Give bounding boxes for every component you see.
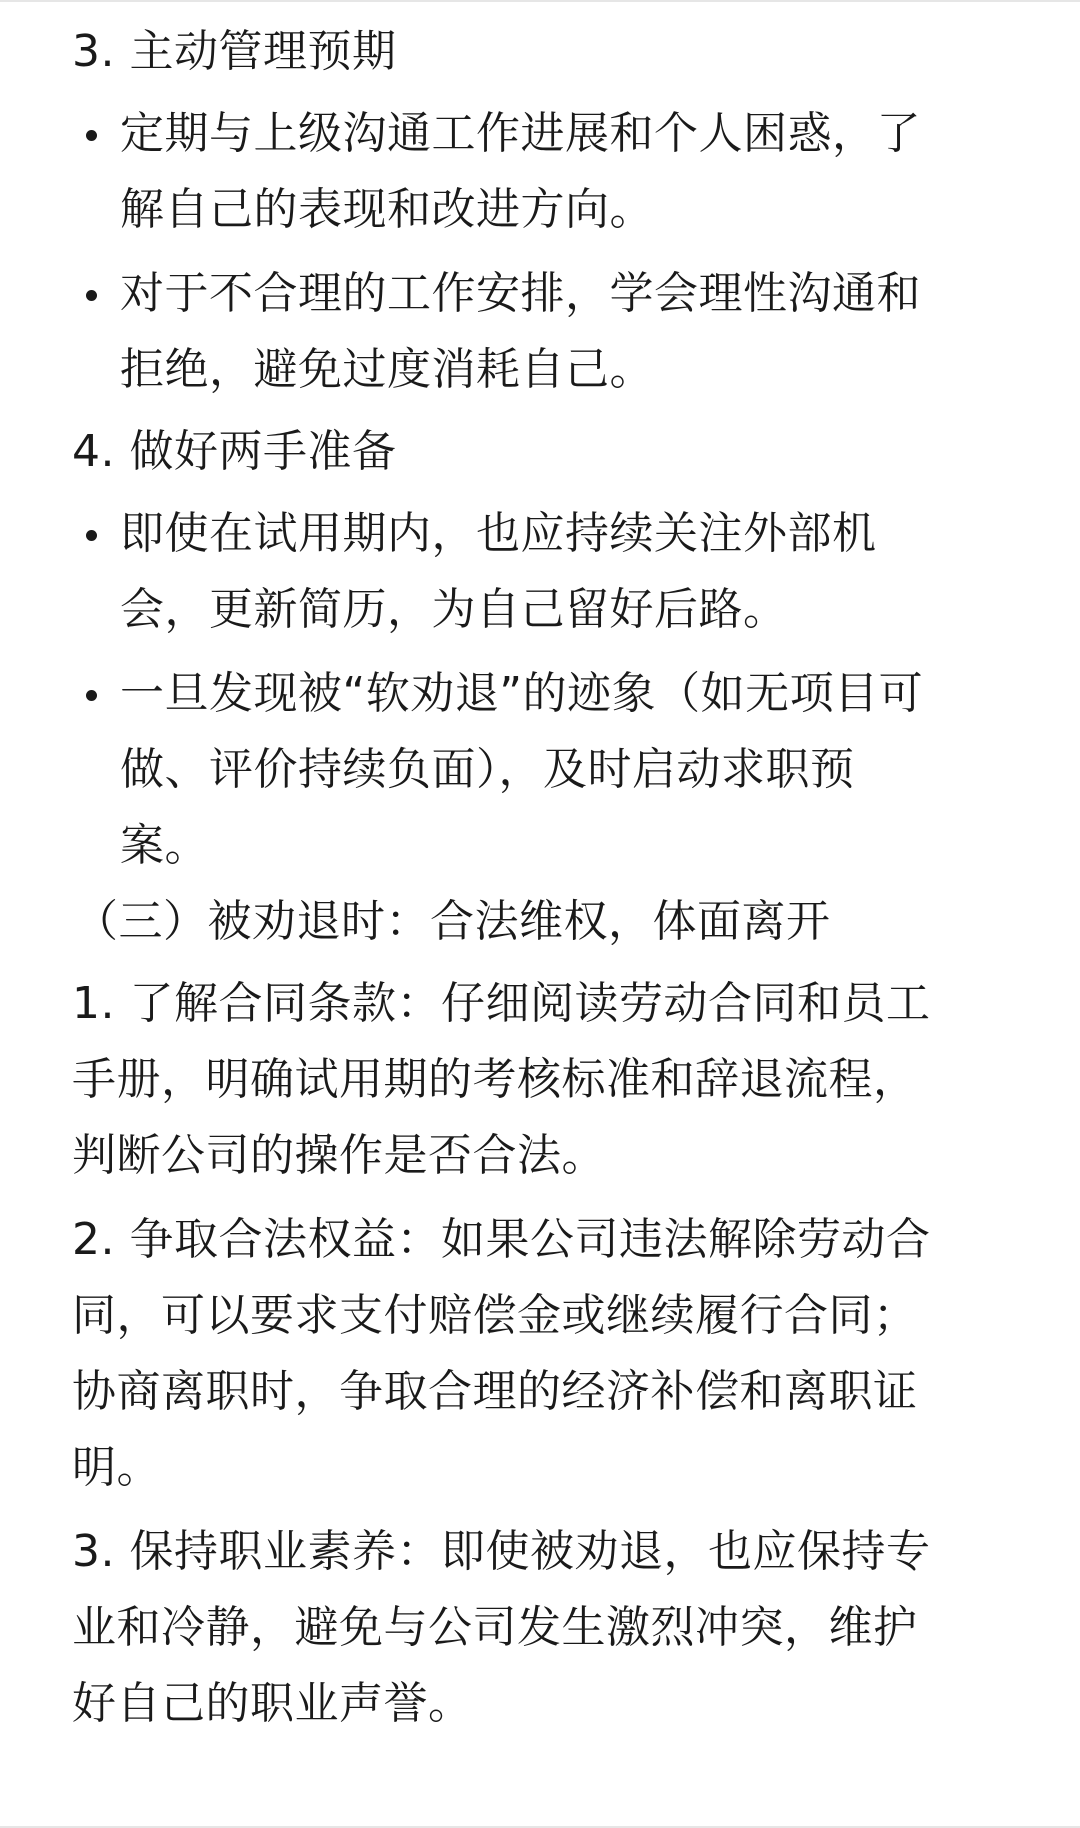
bullet-line: 会，更新简历，为自己留好后路。 [120,584,788,635]
item-4-heading: 4. 做好两手准备 [72,426,397,477]
bullet-line: 定期与上级沟通工作进展和个人困惑，了 [72,96,992,172]
bullet-line: 拒绝，避免过度消耗自己。 [120,344,654,395]
paragraph-line: 2. 争取合法权益：如果公司违法解除劳动合 [72,1214,931,1265]
bullet-dot-icon [86,130,97,141]
paragraph-line: 好自己的职业声誉。 [72,1678,473,1729]
bullet-item [72,256,992,408]
paragraph-line: 3. 保持职业素养：即使被劝退，也应保持专 [72,1526,931,1577]
paragraph-line: 明。 [72,1442,161,1493]
article-body [72,14,992,1742]
item-3-heading: 3. 主动管理预期 [72,26,397,77]
section-3-title: （三）被劝退时：合法维权，体面离开 [74,896,831,947]
paragraph-line: 1. 了解合同条款：仔细阅读劳动合同和员工 [72,978,931,1029]
paragraph-line: 手册，明确试用期的考核标准和辞退流程， [72,1054,918,1105]
numbered-item [72,1202,992,1506]
paragraph-line: 业和冷静，避免与公司发生激烈冲突，维护 [72,1602,918,1653]
bullet-line: 做、评价持续负面），及时启动求职预 [120,744,855,795]
numbered-item [72,966,992,1194]
top-divider [0,0,1080,2]
bullet-item [72,496,992,648]
bullet-item [72,96,992,248]
bullet-item [72,656,992,884]
bullet-dot-icon [86,530,97,541]
bullet-line: 即使在试用期内，也应持续关注外部机 [72,496,992,572]
bullet-dot-icon [86,290,97,301]
paragraph-line: 协商离职时，争取合理的经济补偿和离职证 [72,1366,918,1417]
bullet-line: 案。 [120,820,209,871]
paragraph-line: 同，可以要求支付赔偿金或继续履行合同； [72,1290,918,1341]
bullet-line: 对于不合理的工作安排，学会理性沟通和 [72,256,992,332]
paragraph-line: 判断公司的操作是否合法。 [72,1130,606,1181]
bullet-line: 一旦发现被“软劝退”的迹象（如无项目可 [72,656,992,732]
bullet-line: 解自己的表现和改进方向。 [120,184,654,235]
bullet-dot-icon [86,690,97,701]
numbered-item [72,1514,992,1742]
